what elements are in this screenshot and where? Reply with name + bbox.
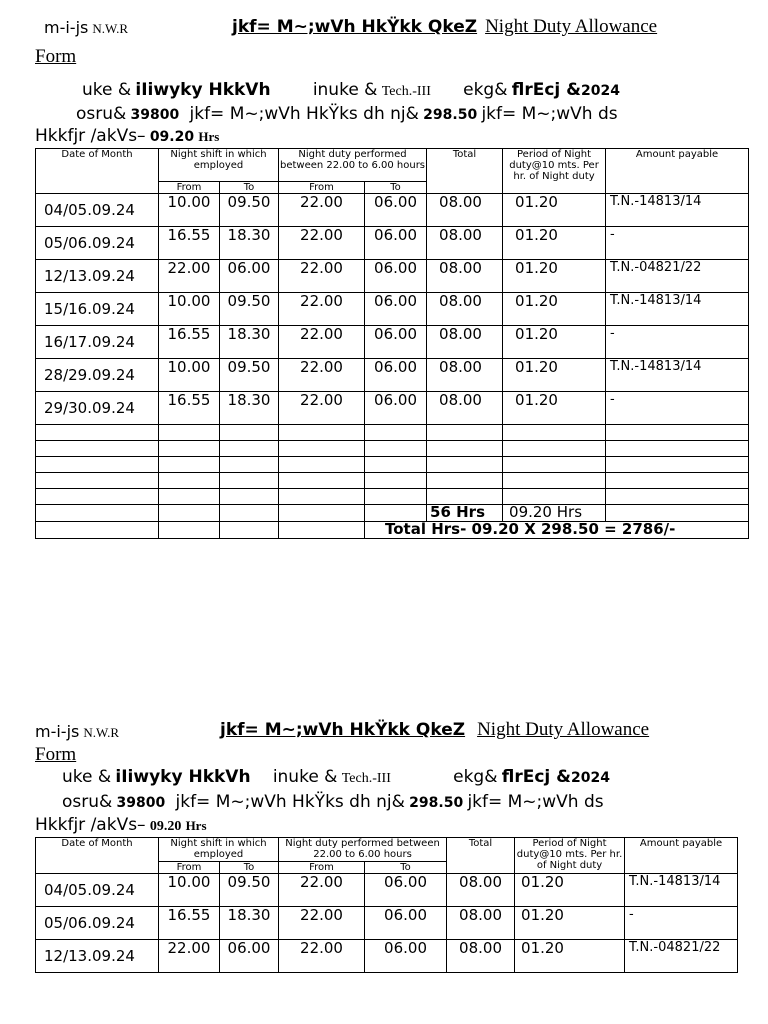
shift-from-cell: 10.00 (159, 359, 220, 392)
amount-cell: - (606, 392, 749, 425)
period-cell: 01.20 (503, 194, 606, 227)
period-cell: 01.20 (515, 907, 625, 940)
hours-line (35, 126, 219, 146)
amount-cell: - (606, 227, 749, 260)
perf-to-cell: 06.00 (365, 194, 427, 227)
period-cell: 01.20 (515, 940, 625, 973)
hours-label: Hkkfjr /akVs– (35, 815, 146, 835)
date-cell: 04/05.09.24 (36, 194, 159, 227)
header-total: Total (447, 838, 515, 874)
grand-total-row (36, 522, 749, 539)
shift-from-cell: 10.00 (159, 194, 220, 227)
header-date: Date of Month (36, 838, 159, 874)
rate-label: jkf= M~;wVh HkŸks dh nj& (175, 792, 405, 812)
header-date: Date of Month (36, 149, 159, 194)
header-period: Period of Night duty@10 mts. Per hr. of Night duty (515, 838, 625, 874)
date-cell: 04/05.09.24 (36, 874, 159, 907)
empty-row (36, 441, 749, 457)
pay-value: 39800 (130, 107, 180, 123)
table-row (36, 874, 738, 907)
header-shift: Night shift in which employed (159, 149, 279, 182)
title-hindi: jkf= M~;wVh HkŸkk QkeZ (220, 720, 466, 740)
period-cell: 01.20 (515, 874, 625, 907)
header-perf-from: From (279, 862, 365, 874)
table-row (36, 194, 749, 227)
perf-to-cell: 06.00 (365, 392, 427, 425)
table-row (36, 940, 738, 973)
title-hindi: jkf= M~;wVh HkŸkk QkeZ (232, 17, 478, 37)
table-body (36, 874, 738, 973)
date-cell: 12/13.09.24 (36, 260, 159, 293)
perf-to-cell: 06.00 (365, 940, 447, 973)
rate-value: 298.50 (409, 795, 464, 811)
month-label: ekg& (453, 767, 498, 787)
hours-unit: Hrs (185, 818, 207, 833)
shift-from-cell: 10.00 (159, 293, 220, 326)
total-cell: 08.00 (447, 907, 515, 940)
header-performed: Night duty performed between 22.00 to 6.00 hours (279, 838, 447, 862)
date-cell: 28/29.09.24 (36, 359, 159, 392)
pay-line (76, 104, 618, 124)
total-cell: 08.00 (427, 359, 503, 392)
date-cell: 12/13.09.24 (36, 940, 159, 973)
office-name: m-i-js (44, 18, 89, 37)
pay-value: 39800 (116, 795, 166, 811)
shift-to-cell: 09.50 (220, 874, 279, 907)
shift-from-cell: 16.55 (159, 907, 220, 940)
hours-label: Hkkfjr /akVs– (35, 126, 146, 146)
name-label: uke & (62, 767, 112, 787)
total-cell: 08.00 (427, 227, 503, 260)
shift-to-cell: 09.50 (220, 359, 279, 392)
perf-from-cell: 22.00 (279, 392, 365, 425)
perf-from-cell: 22.00 (279, 359, 365, 392)
name-value: iIiwyky HkkVh (115, 767, 251, 787)
header-shift-from: From (159, 862, 220, 874)
perf-from-cell: 22.00 (279, 293, 365, 326)
night-duty-table (35, 837, 738, 973)
period-cell: 01.20 (503, 293, 606, 326)
hours-value: 09.20 (149, 819, 182, 834)
name-value: iIiwyky HkkVh (135, 80, 271, 100)
shift-to-cell: 18.30 (220, 227, 279, 260)
total-cell: 08.00 (427, 293, 503, 326)
perf-from-cell: 22.00 (279, 194, 365, 227)
designation-value: Tech.-III (341, 771, 391, 786)
header-total: Total (427, 149, 503, 194)
pay-label: osru& (76, 104, 127, 124)
pay-line (62, 792, 604, 812)
header-shift-to: To (220, 862, 279, 874)
header-shift-to: To (220, 182, 279, 194)
month-value: flrEcj & (501, 767, 571, 787)
perf-from-cell: 22.00 (279, 874, 365, 907)
total-cell: 08.00 (447, 940, 515, 973)
rate-suffix: jkf= M~;wVh ds (481, 104, 618, 124)
shift-from-cell: 16.55 (159, 326, 220, 359)
amount-cell: T.N.-14813/14 (606, 359, 749, 392)
office-sub: N.W.R (83, 725, 119, 740)
shift-from-cell: 10.00 (159, 874, 220, 907)
shift-to-cell: 09.50 (220, 293, 279, 326)
table-row (36, 293, 749, 326)
shift-to-cell: 06.00 (220, 940, 279, 973)
title-form-word: Form (35, 46, 77, 67)
designation-label: inuke & (312, 80, 378, 100)
table-row (36, 227, 749, 260)
perf-to-cell: 06.00 (365, 227, 427, 260)
rate-suffix: jkf= M~;wVh ds (467, 792, 604, 812)
amount-cell: T.N.-14813/14 (606, 293, 749, 326)
table-row (36, 260, 749, 293)
shift-to-cell: 09.50 (220, 194, 279, 227)
year-value: 2024 (570, 770, 610, 786)
night-duty-table (35, 148, 749, 539)
shift-from-cell: 16.55 (159, 227, 220, 260)
month-value: flrEcj & (511, 80, 581, 100)
table-row (36, 392, 749, 425)
header-shift-from: From (159, 182, 220, 194)
total-cell: 08.00 (427, 194, 503, 227)
perf-from-cell: 22.00 (279, 326, 365, 359)
table-row (36, 907, 738, 940)
header-perf-to: To (365, 862, 447, 874)
period-cell: 01.20 (503, 326, 606, 359)
shift-from-cell: 22.00 (159, 260, 220, 293)
table-row (36, 359, 749, 392)
sum-total: 56 Hrs (427, 505, 503, 522)
amount-cell: T.N.-04821/22 (606, 260, 749, 293)
header-period: Period of Night duty@10 mts. Per hr. of Night duty (503, 149, 606, 194)
office-line (35, 722, 119, 742)
perf-to-cell: 06.00 (365, 293, 427, 326)
office-line (44, 18, 128, 38)
table-body (36, 194, 749, 539)
title-form-word: Form (35, 744, 77, 765)
office-sub: N.W.R (92, 21, 128, 36)
period-cell: 01.20 (503, 392, 606, 425)
subtotal-row (36, 505, 749, 522)
title-english: Night Duty Allowance (485, 16, 658, 37)
header-perf-to: To (365, 182, 427, 194)
shift-to-cell: 06.00 (220, 260, 279, 293)
perf-to-cell: 06.00 (365, 874, 447, 907)
date-cell: 05/06.09.24 (36, 227, 159, 260)
perf-from-cell: 22.00 (279, 940, 365, 973)
date-cell: 29/30.09.24 (36, 392, 159, 425)
total-cell: 08.00 (447, 874, 515, 907)
perf-to-cell: 06.00 (365, 260, 427, 293)
header-shift: Night shift in which employed (159, 838, 279, 862)
year-value: 2024 (580, 83, 620, 99)
hours-value: 09.20 (149, 129, 195, 145)
name-line (82, 80, 620, 100)
empty-row (36, 425, 749, 441)
name-line (62, 767, 610, 787)
date-cell: 16/17.09.24 (36, 326, 159, 359)
form-title (220, 719, 649, 741)
total-cell: 08.00 (427, 326, 503, 359)
perf-to-cell: 06.00 (365, 907, 447, 940)
perf-from-cell: 22.00 (279, 907, 365, 940)
shift-to-cell: 18.30 (220, 326, 279, 359)
amount-cell: - (606, 326, 749, 359)
table-row (36, 326, 749, 359)
pay-label: osru& (62, 792, 113, 812)
amount-cell: T.N.-04821/22 (625, 940, 738, 973)
header-perf-from: From (279, 182, 365, 194)
sum-period: 09.20 Hrs (503, 505, 606, 522)
perf-to-cell: 06.00 (365, 326, 427, 359)
shift-to-cell: 18.30 (220, 907, 279, 940)
empty-row (36, 473, 749, 489)
period-cell: 01.20 (503, 359, 606, 392)
grand-total: Total Hrs- 09.20 X 298.50 = 2786/- (365, 522, 749, 539)
total-cell: 08.00 (427, 260, 503, 293)
office-name: m-i-js (35, 722, 80, 741)
empty-row (36, 489, 749, 505)
name-label: uke & (82, 80, 132, 100)
hours-line (35, 815, 207, 835)
empty-row (36, 457, 749, 473)
shift-from-cell: 22.00 (159, 940, 220, 973)
form-title (232, 16, 657, 38)
header-amount: Amount payable (606, 149, 749, 194)
shift-to-cell: 18.30 (220, 392, 279, 425)
hours-unit: Hrs (198, 129, 220, 144)
total-cell: 08.00 (427, 392, 503, 425)
period-cell: 01.20 (503, 260, 606, 293)
date-cell: 05/06.09.24 (36, 907, 159, 940)
rate-label: jkf= M~;wVh HkŸks dh nj& (189, 104, 419, 124)
title-english: Night Duty Allowance (477, 719, 650, 740)
perf-to-cell: 06.00 (365, 359, 427, 392)
amount-cell: T.N.-14813/14 (606, 194, 749, 227)
designation-value: Tech.-III (381, 84, 431, 99)
period-cell: 01.20 (503, 227, 606, 260)
perf-from-cell: 22.00 (279, 260, 365, 293)
perf-from-cell: 22.00 (279, 227, 365, 260)
date-cell: 15/16.09.24 (36, 293, 159, 326)
amount-cell: - (625, 907, 738, 940)
shift-from-cell: 16.55 (159, 392, 220, 425)
designation-label: inuke & (272, 767, 338, 787)
header-performed: Night duty performed between 22.00 to 6.00 hours (279, 149, 427, 182)
header-amount: Amount payable (625, 838, 738, 874)
rate-value: 298.50 (423, 107, 478, 123)
month-label: ekg& (463, 80, 508, 100)
amount-cell: T.N.-14813/14 (625, 874, 738, 907)
